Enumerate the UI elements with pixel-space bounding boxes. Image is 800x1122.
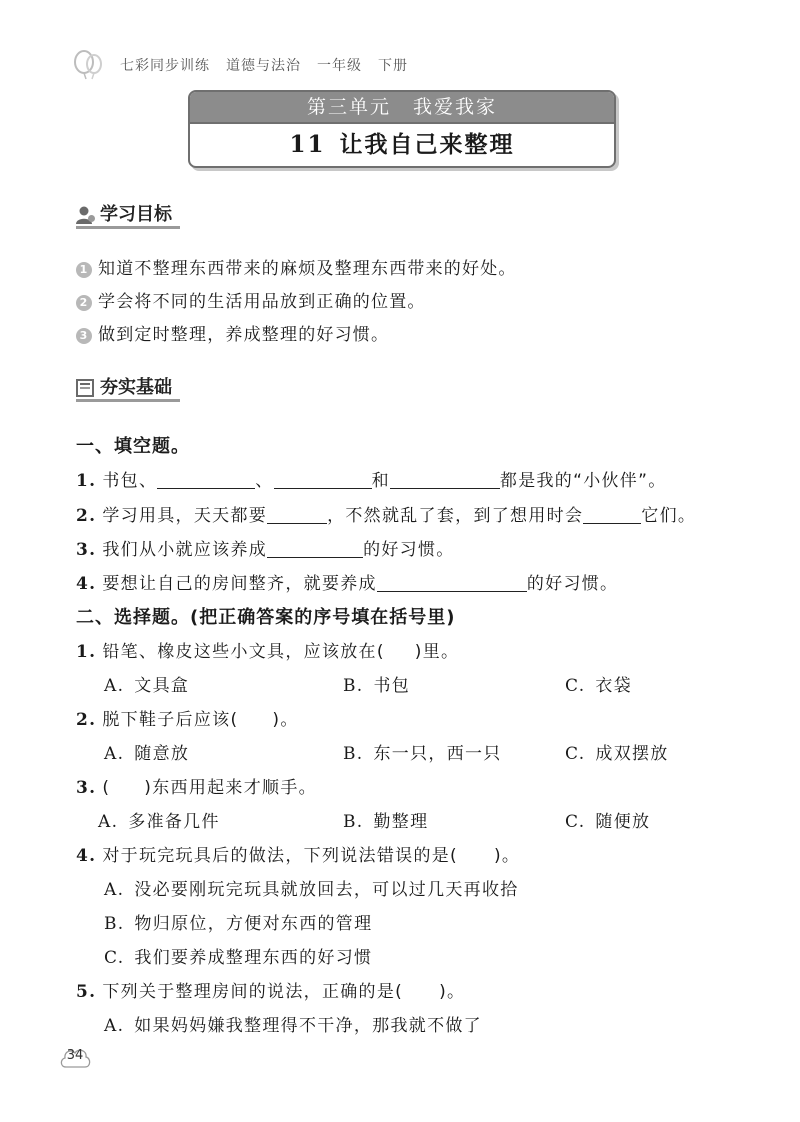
answer-blank[interactable] <box>267 541 363 558</box>
fill-question-3 <box>76 535 455 560</box>
question-text: ( <box>102 778 111 798</box>
goal-number-3: 3 <box>76 328 92 344</box>
fill-question-1 <box>76 466 667 491</box>
unit-bar <box>190 92 614 124</box>
option-text: 没必要刚玩完玩具就放回去，可以过几天再收拾 <box>134 880 519 900</box>
option-a <box>104 875 519 900</box>
answer-blank[interactable] <box>377 575 527 592</box>
header-subject: 道德与法治 <box>226 58 301 74</box>
option-letter: B. <box>343 744 364 764</box>
option-letter: A. <box>104 744 125 764</box>
fill-question-4 <box>76 569 618 594</box>
choice-question-3 <box>76 773 317 798</box>
goal-text-1: 知道不整理东西带来的麻烦及整理东西带来的好处。 <box>98 259 517 279</box>
option-text: 物归原位，方便对东西的管理 <box>134 914 373 934</box>
question-number: 2. <box>76 710 97 730</box>
header-series: 七彩同步训练 <box>120 58 210 74</box>
unit-label: 第三单元 <box>306 96 391 118</box>
option-letter: C. <box>565 744 586 764</box>
answer-blank[interactable] <box>274 472 372 489</box>
choice-question-4 <box>76 841 520 866</box>
question-number: 1. <box>76 471 97 491</box>
option-text: 勤整理 <box>373 812 429 832</box>
book-header <box>120 55 424 75</box>
option-letter: C. <box>565 676 586 696</box>
option-letter: B. <box>104 914 125 934</box>
option-text: 书包 <box>373 676 411 696</box>
option-c <box>565 807 650 832</box>
part1-heading: 一、填空题。 <box>76 436 190 457</box>
option-letter: C. <box>104 948 125 968</box>
goal-number-2: 2 <box>76 295 92 311</box>
question-text: 它们。 <box>641 506 697 526</box>
question-text: 我们从小就应该养成 <box>102 540 268 560</box>
notebook-icon <box>76 379 96 397</box>
lesson-number: 11 <box>289 131 326 158</box>
option-letter: A. <box>98 812 119 832</box>
option-b <box>343 807 428 832</box>
option-letter: A. <box>104 676 125 696</box>
option-a <box>104 1011 482 1036</box>
answer-blank[interactable] <box>157 472 255 489</box>
question-text: 要想让自己的房间整齐，就要养成 <box>102 574 377 594</box>
option-text: 随便放 <box>595 812 651 832</box>
question-text: 铅笔、橡皮这些小文具，应该放在( <box>102 642 385 662</box>
choice-question-2 <box>76 705 299 730</box>
answer-blank[interactable] <box>583 507 641 524</box>
option-letter: B. <box>343 812 364 832</box>
question-number: 2. <box>76 506 97 526</box>
question-text: )。 <box>439 982 466 1002</box>
option-text: 东一只，西一只 <box>373 744 502 764</box>
unit-name: 我爱我家 <box>413 96 498 118</box>
question-text: 脱下鞋子后应该( <box>102 710 239 730</box>
goals-underline <box>76 226 180 229</box>
question-number: 1. <box>76 642 97 662</box>
option-text: 成双摆放 <box>595 744 669 764</box>
option-text: 文具盒 <box>134 676 190 696</box>
choice-question-5 <box>76 977 465 1002</box>
lesson-title-box <box>188 90 616 168</box>
option-letter: A. <box>104 1016 125 1036</box>
page-number: 34 <box>66 1048 84 1063</box>
question-text: 对于玩完玩具后的做法，下列说法错误的是( <box>102 846 458 866</box>
part2-heading: 二、选择题。(把正确答案的序号填在括号里) <box>76 607 456 628</box>
balloon-logo-icon <box>72 50 106 80</box>
goal-item-2 <box>76 287 426 312</box>
option-text: 如果妈妈嫌我整理得不干净，那我就不做了 <box>134 1016 482 1036</box>
question-text: ，不然就乱了套，到了想用时会 <box>327 506 584 526</box>
goals-section-heading <box>76 200 172 226</box>
answer-blank[interactable] <box>267 507 327 524</box>
question-number: 4. <box>76 846 97 866</box>
basics-section-heading <box>76 373 172 399</box>
fill-question-2 <box>76 501 696 526</box>
option-b <box>343 739 502 764</box>
option-b <box>343 671 410 696</box>
header-volume: 下册 <box>378 58 408 74</box>
goal-item-1 <box>76 254 517 279</box>
goal-text-2: 学会将不同的生活用品放到正确的位置。 <box>98 292 426 312</box>
header-grade: 一年级 <box>317 58 362 74</box>
question-number: 4. <box>76 574 97 594</box>
goal-item-3 <box>76 320 389 345</box>
question-text: 都是我的“小伙伴”。 <box>499 471 667 491</box>
option-a <box>98 807 220 832</box>
option-text: 我们要养成整理东西的好习惯 <box>134 948 373 968</box>
option-b <box>104 909 372 934</box>
goal-text-3: 做到定时整理，养成整理的好习惯。 <box>98 325 390 345</box>
lesson-title: 让我自己来整理 <box>339 131 515 158</box>
question-text: )。 <box>272 710 299 730</box>
question-text: 下列关于整理房间的说法，正确的是( <box>102 982 404 1002</box>
option-a <box>104 739 189 764</box>
option-letter: B. <box>343 676 364 696</box>
choice-question-1 <box>76 637 459 662</box>
basics-underline <box>76 399 180 402</box>
person-icon <box>76 206 96 224</box>
question-text: 书包、 <box>102 471 158 491</box>
question-text: 、 <box>255 471 274 491</box>
question-text: 学习用具，天天都要 <box>102 506 268 526</box>
question-text: 的好习惯。 <box>526 574 619 594</box>
question-number: 3. <box>76 778 97 798</box>
option-c <box>565 671 632 696</box>
question-text: 的好习惯。 <box>363 540 455 560</box>
question-number: 5. <box>76 982 97 1002</box>
option-a <box>104 671 189 696</box>
question-text: 和 <box>371 471 390 491</box>
goals-title: 学习目标 <box>100 204 172 225</box>
goal-number-1: 1 <box>76 262 92 278</box>
option-text: 随意放 <box>134 744 190 764</box>
option-text: 衣袋 <box>595 676 633 696</box>
option-letter: A. <box>104 880 125 900</box>
option-text: 多准备几件 <box>128 812 220 832</box>
basics-title: 夯实基础 <box>100 377 172 398</box>
question-number: 3. <box>76 540 97 560</box>
answer-blank[interactable] <box>390 472 500 489</box>
question-text: )东西用起来才顺手。 <box>144 778 317 798</box>
option-c <box>104 943 372 968</box>
lesson-heading <box>190 124 614 166</box>
option-c <box>565 739 669 764</box>
question-text: )。 <box>494 846 521 866</box>
option-letter: C. <box>565 812 586 832</box>
question-text: )里。 <box>414 642 460 662</box>
